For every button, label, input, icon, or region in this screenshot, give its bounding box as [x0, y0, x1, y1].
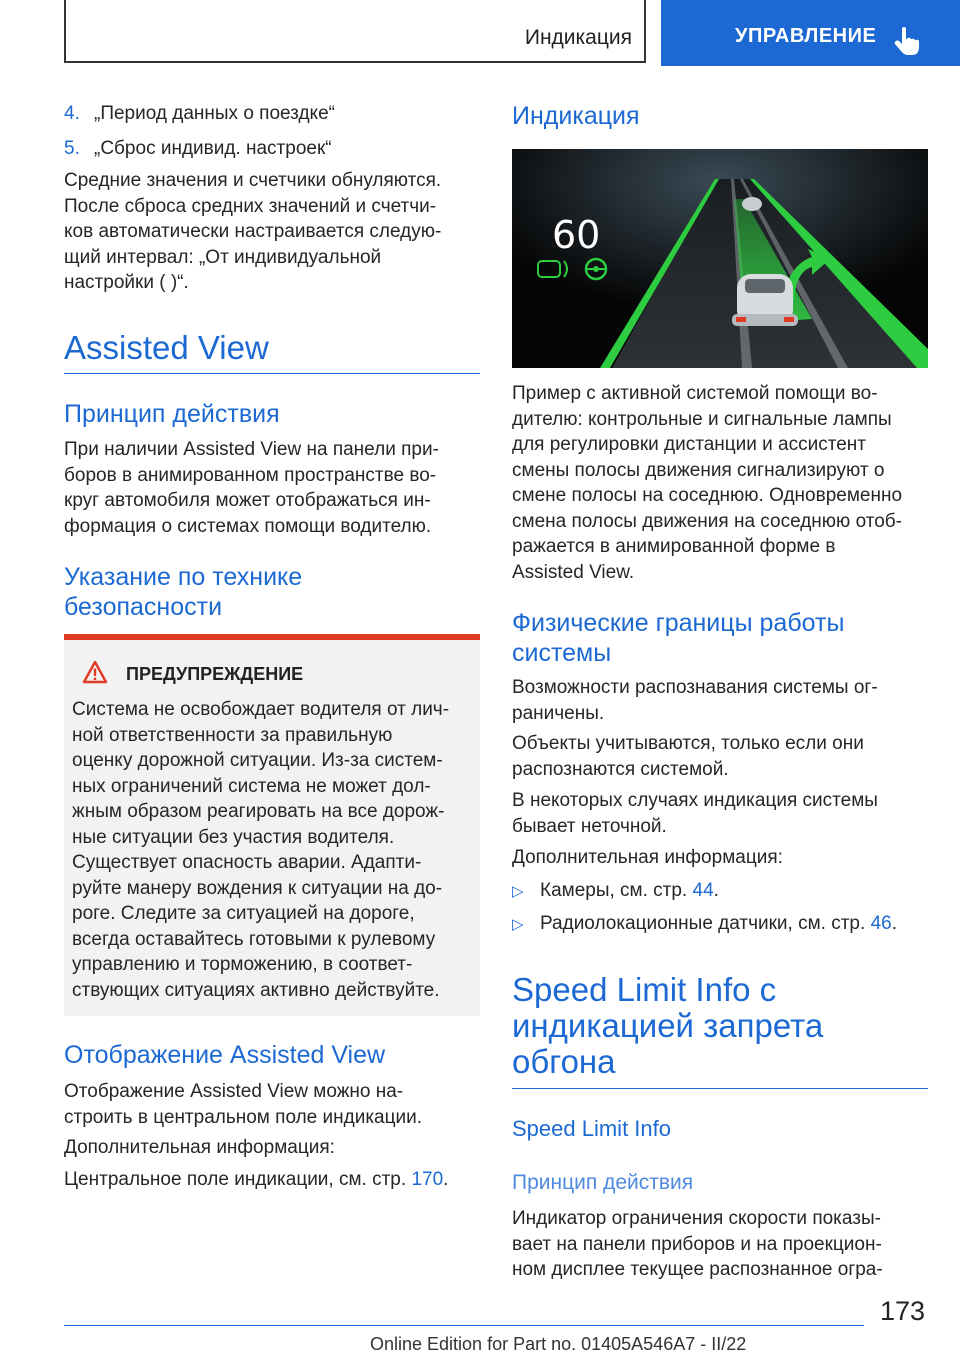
numbered-item — [64, 136, 332, 162]
limits-paragraph — [512, 731, 864, 782]
item-number: 5. — [64, 138, 80, 159]
display-heading: Отображение Assisted View — [64, 1041, 386, 1069]
text-line: вает на панели приборов и на проекцион- — [512, 1233, 882, 1255]
list-item — [512, 911, 897, 938]
text-line: В некоторых случаях индикация системы — [512, 790, 878, 811]
text-line: ные ситуации без участия водителя. — [72, 826, 395, 848]
heading-rule — [64, 373, 480, 374]
text-line: Средние значения и счетчики обнуляются. — [64, 170, 442, 191]
principle-heading: Принцип действия — [64, 400, 280, 428]
text-line: Указание по технике — [64, 563, 303, 591]
principle-paragraph — [64, 437, 439, 539]
text-line: управлению и торможению, в соответ- — [72, 954, 413, 975]
text-line: для регулировки дистанции и ассистент — [512, 434, 866, 455]
text-line: руйте манеру вождения к ситуации на до- — [72, 877, 443, 899]
text-line: безопасности — [64, 593, 223, 621]
header-section-tab — [64, 0, 646, 63]
text-line: строить в центральном поле индикации. — [64, 1106, 423, 1128]
limits-heading — [512, 608, 844, 668]
text-line: ствующих ситуациях активно действуйте. — [72, 979, 440, 1001]
reference-text: Центральное поле индикации, см. стр. — [64, 1169, 407, 1190]
warning-title: ПРЕДУПРЕЖДЕНИЕ — [126, 664, 304, 684]
text-line: Система не освобождает водителя от лич- — [72, 699, 450, 720]
text-line: После сброса средних значений и счетчи- — [64, 195, 437, 217]
more-info-label: Дополнительная информация: — [64, 1137, 335, 1158]
text-line: оценку дорожной ситуации. Из-за систем- — [72, 750, 443, 771]
text-line: щий интервал: „От индивидуальной — [64, 246, 382, 268]
text-line: смена полосы движения на соседнюю отоб- — [512, 510, 902, 532]
list-item — [512, 878, 719, 905]
text-line: смены полосы движения сигнализируют о — [512, 459, 885, 481]
page-link[interactable]: 170 — [411, 1169, 444, 1190]
text-line: дителю: контрольные и сигнальные лампы — [512, 408, 892, 430]
text-line: Существует опасность аварии. Адапти- — [72, 852, 422, 873]
image-caption — [512, 381, 902, 585]
numbered-item — [64, 101, 335, 127]
assisted-view-illustration — [512, 149, 928, 368]
text-line: распознаются системой. — [512, 758, 729, 780]
bullet-text: Радиолокационные датчики, см. стр. — [540, 913, 866, 934]
page-link[interactable]: 44 — [692, 880, 714, 901]
text-line: круг автомобиля может отображаться ин- — [64, 490, 431, 511]
text-line: жным образом реагировать на все дорож- — [72, 801, 445, 822]
text-line: бывает неточной. — [512, 815, 667, 837]
text-line: боров в анимированном пространстве во- — [64, 464, 437, 486]
text-line: формация о системах помощи водителю. — [64, 515, 432, 537]
text-line: индикацией запрета — [512, 1007, 824, 1044]
reset-paragraph — [64, 168, 441, 296]
speed-readout: 60 — [552, 213, 601, 257]
page-number: 173 — [880, 1296, 926, 1326]
warning-text — [72, 697, 449, 1003]
text-line: системы — [512, 639, 612, 667]
text-line: обгона — [512, 1043, 616, 1080]
text-line: ном дисплее текущее распознанное огра- — [512, 1259, 883, 1280]
text-line: Объекты учитываются, только если они — [512, 733, 864, 754]
assisted-view-heading: Assisted View — [64, 329, 269, 366]
triangle-bullet-icon: ▷ — [512, 883, 524, 900]
safety-heading — [64, 562, 302, 622]
text-line: Возможности распознавания системы ог- — [512, 677, 878, 698]
footer-rule — [64, 1325, 864, 1326]
text-line: При наличии Assisted View на панели при- — [64, 439, 439, 460]
item-text: „Период данных о поездке“ — [94, 103, 335, 124]
hand-pointer-icon — [893, 24, 923, 56]
footer-edition: Online Edition for Part no. 01405A546A7 - II/22 — [370, 1334, 747, 1354]
heading-rule — [512, 1088, 928, 1089]
text-line: Speed Limit Info с — [512, 971, 777, 1008]
text-line: ных ограничений система не может дол- — [72, 775, 431, 797]
text-line: Индикатор ограничения скорости показы- — [512, 1208, 881, 1229]
text-line: настройки ( )“. — [64, 272, 189, 293]
sli-principle-heading: Принцип действия — [512, 1171, 694, 1194]
warning-box — [64, 640, 480, 1016]
sli-heading: Speed Limit Info — [512, 1116, 671, 1141]
text-line: смене полосы на соседнюю. Одновременно — [512, 485, 903, 506]
bullet-text: Камеры, см. стр. — [540, 880, 688, 901]
assisted-view-image — [512, 149, 928, 368]
text-line: всегда оставайтесь готовыми к рулевому — [72, 928, 436, 950]
bullet-end: . — [713, 880, 719, 901]
limits-paragraph — [512, 675, 878, 726]
text-line: ной ответственности за правильную — [72, 724, 393, 746]
limits-paragraph — [512, 788, 878, 839]
text-line: Отображение Assisted View можно на- — [64, 1081, 404, 1102]
speed-limit-heading — [512, 972, 823, 1080]
bullet-end: . — [891, 913, 897, 934]
text-line: роге. Следите за ситуацией на дороге, — [72, 903, 415, 924]
item-text: „Сброс индивид. настроек“ — [94, 138, 332, 159]
text-line: ражается в анимированной форме в — [512, 536, 836, 557]
header-section-title: Индикация — [524, 26, 632, 49]
cross-reference — [64, 1167, 448, 1193]
text-line: Assisted View. — [512, 561, 635, 583]
reference-end: . — [443, 1169, 449, 1190]
text-line: Пример с активной системой помощи во- — [512, 383, 878, 404]
page-link[interactable]: 46 — [870, 913, 892, 934]
more-info-label: Дополнительная информация: — [512, 847, 783, 868]
sli-paragraph — [512, 1206, 883, 1283]
item-number: 4. — [64, 103, 80, 124]
text-line: раничены. — [512, 702, 605, 724]
text-line: ков автоматически настраивается следую- — [64, 221, 442, 242]
warning-triangle-icon — [82, 660, 108, 684]
indication-heading: Индикация — [512, 102, 640, 130]
text-line: Физические границы работы — [512, 609, 845, 637]
display-paragraph — [64, 1079, 422, 1130]
header-chapter-title: УПРАВЛЕНИЕ — [735, 25, 877, 47]
triangle-bullet-icon: ▷ — [512, 916, 524, 933]
